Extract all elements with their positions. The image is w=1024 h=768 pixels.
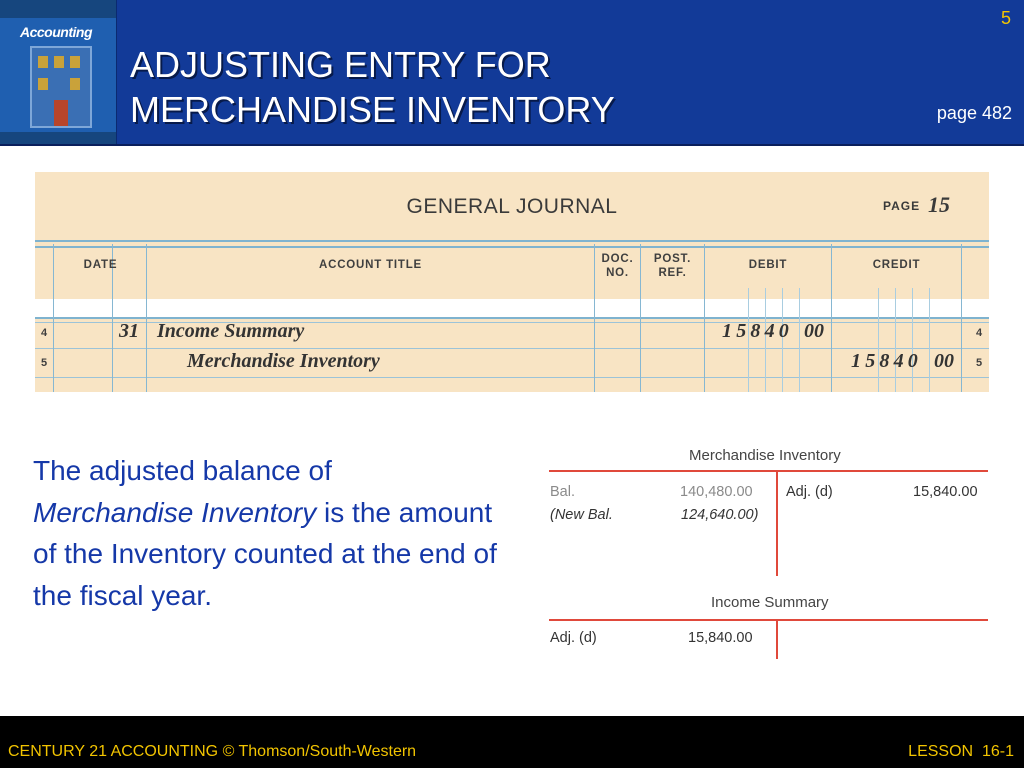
journal-rule	[35, 246, 989, 248]
footer-course-credit: CENTURY 21 ACCOUNTING © Thomson/South-Western	[8, 743, 417, 760]
journal-digit-line	[895, 288, 896, 392]
journal-line-number-right: 5	[976, 357, 983, 369]
footer-lesson-label: LESSON 16-1	[908, 743, 1014, 760]
journal-entry-credit-cents: 00	[934, 350, 954, 372]
t-account-title: Merchandise Inventory	[689, 447, 841, 464]
explanation-part-1: The adjusted balance of	[33, 455, 332, 486]
slide-title	[130, 42, 615, 132]
journal-entry-date: 31	[119, 320, 139, 342]
journal-rule	[35, 348, 989, 349]
book-cover-top-band	[0, 0, 116, 18]
slide-header	[0, 0, 1024, 146]
t-account-title: Income Summary	[711, 594, 829, 611]
journal-rule	[35, 317, 989, 319]
column-header-debit: DEBIT	[748, 259, 788, 271]
book-cover-title: Accounting	[20, 24, 92, 40]
column-header-doc-no	[595, 252, 640, 280]
t-account-debit-label: Adj. (d)	[550, 630, 597, 646]
slide-footer	[0, 716, 1024, 768]
journal-digit-line	[912, 288, 913, 392]
slide-title-line-2: MERCHANDISE INVENTORY	[130, 89, 615, 130]
column-header-credit: CREDIT	[872, 259, 921, 271]
post-ref-line-2: REF.	[658, 267, 687, 279]
t-account-top-rule	[549, 470, 988, 472]
column-header-date: DATE	[83, 259, 118, 271]
journal-column-line	[961, 244, 962, 392]
t-account-debit-label: (New Bal.	[550, 507, 613, 523]
explanation-emphasis: Merchandise Inventory	[33, 496, 317, 528]
journal-title: GENERAL JOURNAL	[406, 195, 618, 218]
journal-entry-debit-cents: 00	[804, 320, 824, 342]
t-account-debit-amount: 15,840.00	[688, 630, 753, 646]
journal-entry-account: Merchandise Inventory	[187, 350, 380, 372]
t-account-top-rule	[549, 619, 988, 621]
book-cover-building-illustration	[30, 46, 92, 128]
doc-no-line-1: DOC.	[601, 253, 634, 265]
page-reference: page 482	[936, 103, 1012, 123]
journal-line-number: 4	[41, 327, 48, 339]
journal-digit-line	[929, 288, 930, 392]
t-account-credit-label: Adj. (d)	[786, 484, 833, 500]
explanation-text	[33, 450, 503, 616]
journal-entry-account: Income Summary	[157, 320, 305, 342]
slide-title-line-1: ADJUSTING ENTRY FOR	[130, 44, 551, 85]
t-account-divider	[776, 470, 778, 576]
header-divider	[0, 144, 1024, 146]
journal-rule	[35, 240, 989, 242]
t-account-credit-amount: 15,840.00	[913, 484, 978, 500]
journal-digit-line	[878, 288, 879, 392]
t-account-debit-amount: 124,640.00)	[681, 507, 759, 523]
journal-rule	[35, 377, 989, 378]
journal-digit-line	[799, 288, 800, 392]
explanation-part-2: is the amount of the Inventory counted at the end of the fiscal year.	[33, 496, 497, 611]
journal-line-number: 5	[41, 357, 48, 369]
journal-line-number-right: 4	[976, 327, 983, 339]
t-account-divider	[776, 619, 778, 659]
column-header-post-ref	[641, 252, 704, 280]
journal-page-label: PAGE	[883, 199, 921, 213]
slide-number: 5	[1000, 8, 1011, 28]
post-ref-line-1: POST.	[653, 253, 692, 265]
journal-entry-credit-amount: 15840	[851, 350, 922, 372]
journal-page-number: 15	[928, 192, 950, 217]
textbook-cover-image	[0, 0, 117, 146]
t-account-debit-amount: 140,480.00	[680, 484, 753, 500]
general-journal	[35, 172, 989, 392]
journal-column-line	[53, 244, 54, 392]
journal-cutaway-gap	[35, 299, 989, 317]
column-header-account-title: ACCOUNT TITLE	[318, 259, 423, 271]
t-account-debit-label: Bal.	[550, 484, 575, 500]
doc-no-line-2: NO.	[606, 267, 629, 279]
journal-entry-debit-amount: 15840	[722, 320, 793, 342]
